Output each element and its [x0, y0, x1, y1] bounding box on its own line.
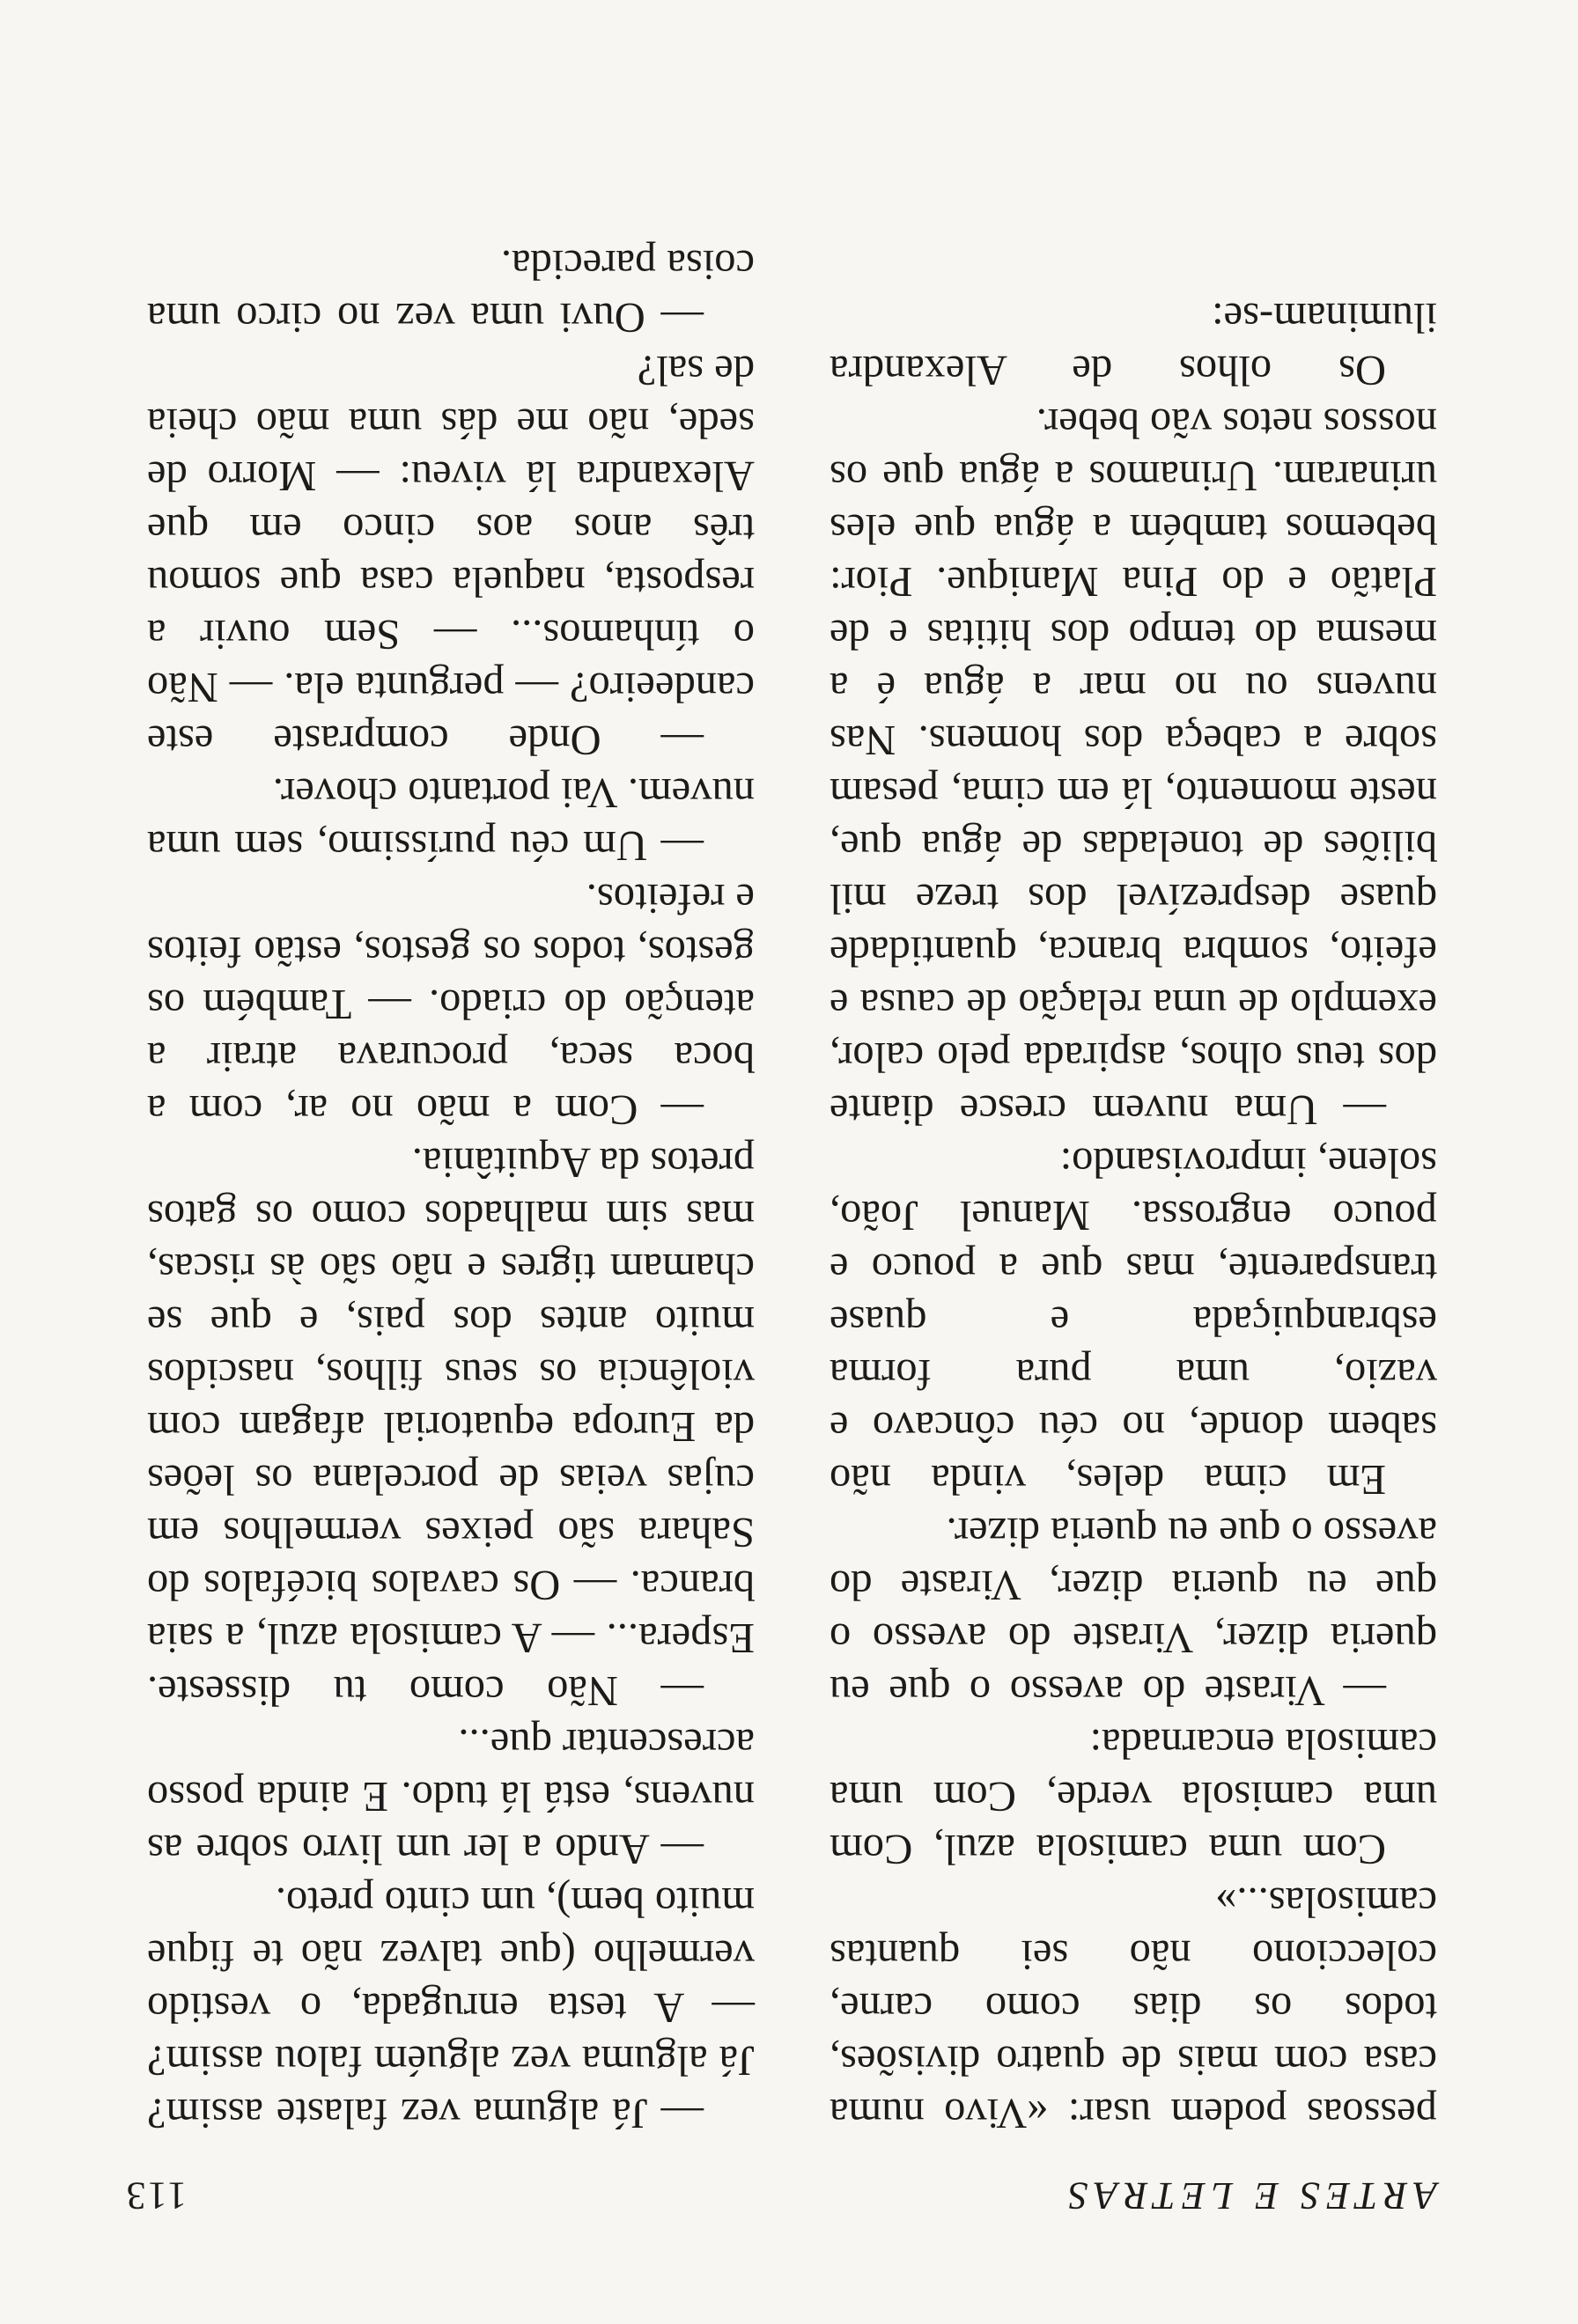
- right-text-column: [147, 238, 755, 2139]
- paragraph-continued: pessoas podem usar: «Vivo numa casa com mais de quatro divisões, todos os dias como carne, colecciono não sei quantas camisolas...»: [830, 1879, 1437, 2136]
- paragraph: Com uma camisola azul, Com uma camisola verde, Com uma camisola encarnada:: [830, 1720, 1437, 1872]
- page-number: 113: [124, 2174, 187, 2217]
- paragraph-dialogue: — Ando a ler um livro sobre as nuvens, está lá tudo. E ainda posso acrescentar que...: [147, 1720, 755, 1872]
- left-text-column: [830, 290, 1437, 2139]
- paragraph: Os olhos de Alexandra iluminam-se:: [830, 294, 1437, 393]
- paragraph-dialogue: — Uma nuvem cresce diante dos teus olhos, aspirada pelo calor, exemplo de uma relação de causa e efeito, sombra branca, quantidade quase desprezível dos treze mil biliões de toneladas de água que, neste momento, lá em cima, pesam sobre a cabeça dos homens. Nas nuvens ou no mar a água é a mesma do tempo dos hititas e de Platão e do Pina Manique. Pior: bebemos também a água que eles urinaram. Urinamos a água que os nossos netos vão beber.: [830, 400, 1437, 1133]
- running-title: ARTES E LETRAS: [1062, 2174, 1437, 2217]
- paragraph-dialogue: — Não como tu disseste. Espera... — A camisola azul, a saia branca. — Os cavalos bicéfalos do Sahara são peixes vermelhos em cujas veias de porcelana os leões da Europa equatorial afagam com violência os seus filhos, nascidos muito antes dos pais, e que se chamam tigres e não são às riscas, mas sim malhados como os gatos pretos da Aquitânia.: [147, 1139, 755, 1714]
- paragraph-dialogue: — Onde compraste este candeeiro? — pergunta ela. — Não o tínhamos... — Sem ouvir a resposta, naquela casa que somou três anos aos cinco em que Alexandra lá viveu: — Morro de sede, não me dás uma mão cheia de sal?: [147, 347, 755, 763]
- paragraph-dialogue: — Com a mão no ar, com a boca seca, procurava atrair a atenção do criado. — Também os gestos, todos os gestos, estão feitos e refeitos.: [147, 875, 755, 1133]
- paragraph-dialogue: — Já alguma vez falaste assim? Já alguma vez alguém falou assim? — A testa enrugada, o vestido vermelho (que talvez não te fique muito bem), um cinto preto.: [147, 1879, 755, 2136]
- paragraph: Em cima deles, vinda não sabem donde, no céu côncavo e vazio, uma pura forma esbranquiçada e quase transparente, mas que a pouco e pouco engrossa. Manuel João, solene, improvisando:: [830, 1139, 1437, 1503]
- paragraph-dialogue: — Um céu puríssimo, sem uma nuvem. Vai portanto chover.: [147, 769, 755, 869]
- paragraph-dialogue: — Ouvi uma vez no circo uma coisa parecida.: [147, 241, 755, 341]
- paragraph-dialogue: — Viraste do avesso o que eu queria dizer, Viraste do avesso o que eu queria dizer, Viraste do avesso o que eu queria dizer.: [830, 1509, 1437, 1714]
